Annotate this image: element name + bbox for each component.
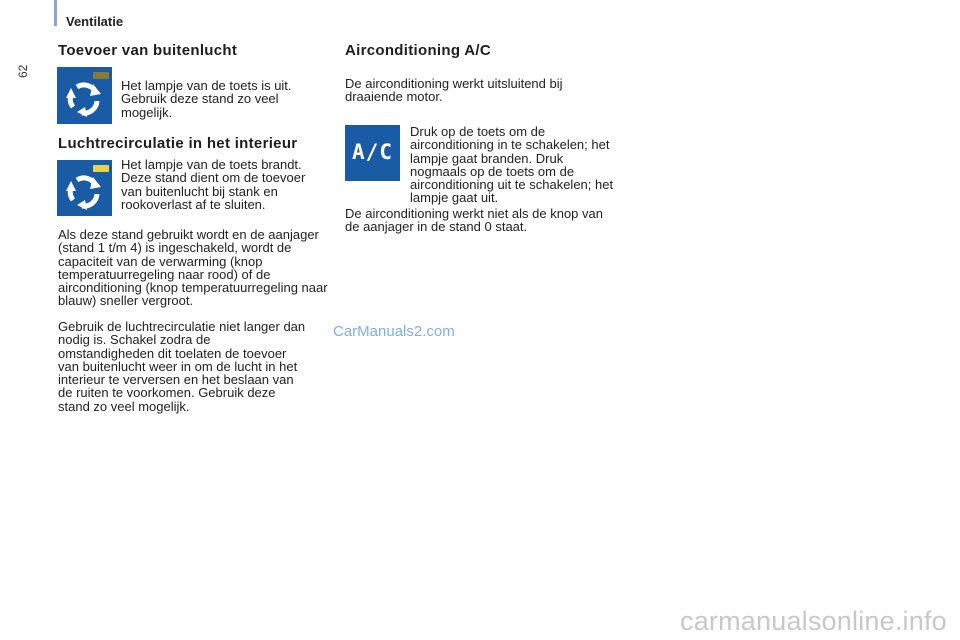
watermark: CarManuals2.com: [333, 323, 455, 340]
ac-button: [345, 125, 400, 181]
recirculation-text: Het lampje van de toets brandt. Deze stand dient om de toevoer van buitenlucht bij stank en rookoverlast af te sluiten.: [121, 157, 306, 212]
section-header: Ventilatie: [66, 14, 124, 29]
ac-note-text: De airconditioning werkt niet als de knop van de aanjager in de stand 0 staat.: [345, 206, 603, 235]
margin-rule: [54, 0, 57, 26]
recirculation-button: [57, 160, 112, 216]
ac-button-label: A/C: [352, 140, 393, 164]
page-number: 62: [16, 64, 30, 78]
ac-intro-text: De airconditioning werkt uitsluitend bij draaiende motor.: [345, 76, 563, 105]
footer-watermark: carmanualsonline.info: [680, 606, 947, 636]
recirculation-heading: Luchtrecirculatie in het interieur: [58, 135, 298, 152]
outside-air-heading: Toevoer van buitenlucht: [58, 42, 238, 59]
ac-heading: Airconditioning A/C: [345, 42, 491, 59]
air-intake-arrows-icon: [57, 67, 112, 124]
outside-air-text: Het lampje van de toets is uit. Gebruik deze stand zo veel mogelijk.: [121, 78, 292, 120]
recirculation-paragraph-1: Als deze stand gebruikt wordt en de aanjager (stand 1 t/m 4) is ingeschakeld, wordt de capaciteit van de verwarming (knop temperatuurregeling naar rood) of de airconditioning (knop temperatuurregeling naar blauw) sneller vergroot.: [58, 227, 328, 309]
ac-button-text: Druk op de toets om de airconditioning in te schakelen; het lampje gaat branden. Druk nogmaals op de toets om de airconditioning uit te schakelen; het lampje gaat uit.: [410, 124, 614, 206]
air-intake-button: [57, 67, 112, 124]
recirculation-paragraph-2: Gebruik de luchtrecirculatie niet langer dan nodig is. Schakel zodra de omstandigheden dit toelaten de toevoer van buitenlucht weer in om de lucht in het interieur te verversen en het beslaan van de ruiten te voorkomen. Gebruik deze stand zo veel mogelijk.: [58, 319, 306, 414]
air-recirculation-arrows-icon: [57, 160, 112, 216]
